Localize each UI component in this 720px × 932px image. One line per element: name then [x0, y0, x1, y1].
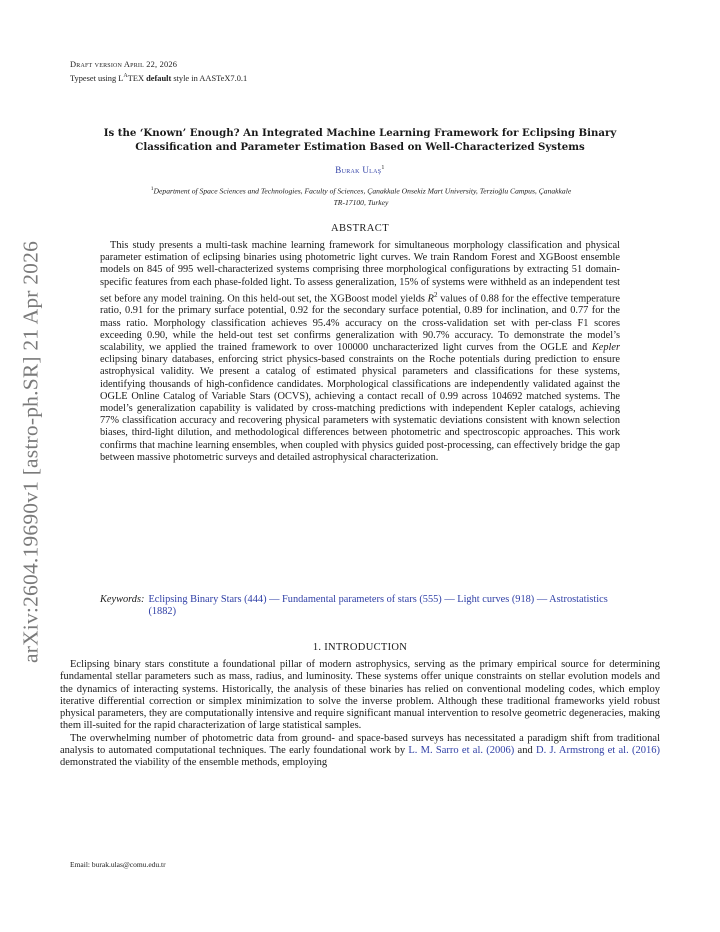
title-line-1: Is the ‘Known’ Enough? An Integrated Machine Learning Framework for Eclipsing Binary	[103, 127, 617, 139]
title-line-2: Classification and Parameter Estimation Based on Well-Characterized Systems	[135, 141, 585, 153]
draft-version-line: Draft version April 22, 2026	[70, 60, 178, 69]
footnote-email: Email: burak.ulas@comu.edu.tr	[70, 860, 166, 869]
citation-link-sarro[interactable]: L. M. Sarro et al. (2006)	[408, 744, 515, 756]
intro-paragraph-2: The overwhelming number of photometric data from ground- and space-based surveys has necessitated a paradigm shift from traditional analysis to automated computational techniques. The early foundational work by L. M. Sarro et al. (2006) and D. J. Armstrong et al. (2016) demonstrated the viability of the ensemble methods, employing	[60, 732, 660, 768]
paper-title	[60, 126, 660, 154]
author-line: Burak Ulaş$^1$	[335, 165, 385, 175]
author-name-link[interactable]: Burak Ulaş	[335, 165, 382, 175]
keywords-block	[100, 594, 620, 618]
introduction-body	[60, 659, 660, 769]
section-heading-introduction: 1. INTRODUCTION	[312, 642, 408, 653]
keywords-links[interactable]: Eclipsing Binary Stars (444) — Fundamental parameters of stars (555) — Light curves (918) — Astrostatistics (1882)	[148, 594, 608, 618]
typeset-line: Typeset using $L^ATEX$ default style in AASTeX7.0.1	[70, 72, 248, 83]
abstract-heading: ABSTRACT	[330, 223, 390, 234]
affiliation: $^1$Department of Space Sciences and Technologies, Faculty of Sciences, Çanakkale Onsekiz Mart University, Terzioğlu Campus, Çanakkale TR-17100, Turkey	[150, 186, 572, 207]
citation-link-armstrong[interactable]: D. J. Armstrong et al. (2016)	[535, 744, 660, 756]
intro-paragraph-1: Eclipsing binary stars constitute a foundational pillar of modern astrophysics, serving as the primary empirical source for determining fundamental stellar parameters such as mass, radius, and luminosity. These systems offer unique constraints on stellar evolution models and the dynamics of interacting systems. Historically, the analysis of these binaries has relied on conventional modeling codes, which employ iterative differential correction or simplex minimization to solve the inverse problem. Although these traditional frameworks yield robust physical parameters, they are computationally intensive and require significant manual intervention to resolve geometric degeneracies, making them ill-suited for the rapid characterization of large statistical samples.	[60, 659, 660, 732]
abstract-body: This study presents a multi-task machine learning framework for simultaneous morphology classification and physical parameter estimation of eclipsing binaries using photometric light curves. We train Random Forest and XGBoost ensemble models on 845 of 995 well-characterized systems comprising three morphological configurations by extracting 51 domain-specific features from each phase-folded light. To assess generalization, 15% of systems were withheld as an independent test set before any model training. On this held-out set, the XGBoost model yields $R^2$ values of 0.88 for the effective temperature ratio, 0.91 for the primary surface potential, 0.92 for the secondary surface potential, 0.89 for inclination, and 0.77 for the mass ratio. Morphology classification achieves 95.4% accuracy on the cross-validation set with per-class F1 scores exceeding 0.90, while the held-out test set confirms generalization with 90.7% accuracy. To demonstrate the model’s scalability, we applied the trained framework to over 100000 uncharacterized light curves from the OGLE and Kepler eclipsing binary databases, enforcing strict physics-based constraints on the Roche potentials during prediction to ensure astrophysical validity. We present a catalog of estimated physical parameters and classifications for these systems, identifying thousands of high-confidence candidates. Morphological classifications are independently validated against the OGLE Online Catalog of Variable Stars (OCVS), achieving a contact recall of 0.99 across 104692 matched systems. The model’s generalization capability is validated by cross-matching predictions with independent Kepler catalogs, achieving 77% classification accuracy and recovering physical parameters with systematic deviations consistent with known selection biases, third-light dilution, and methodological differences between photometric and spectroscopic approaches. This work confirms that machine learning ensembles, when coupled with physics guided post-processing, can effectively bridge the gap between massive photometric surveys and detailed astrophysical characterization.	[100, 240, 620, 463]
arxiv-sidebar-stamp	[14, 232, 48, 672]
arxiv-identifier: arXiv:2604.19690v1 [astro-ph.SR] 21 Apr 2026	[18, 240, 43, 664]
keywords-label: Keywords:	[100, 594, 145, 605]
preprint-header	[70, 60, 247, 84]
